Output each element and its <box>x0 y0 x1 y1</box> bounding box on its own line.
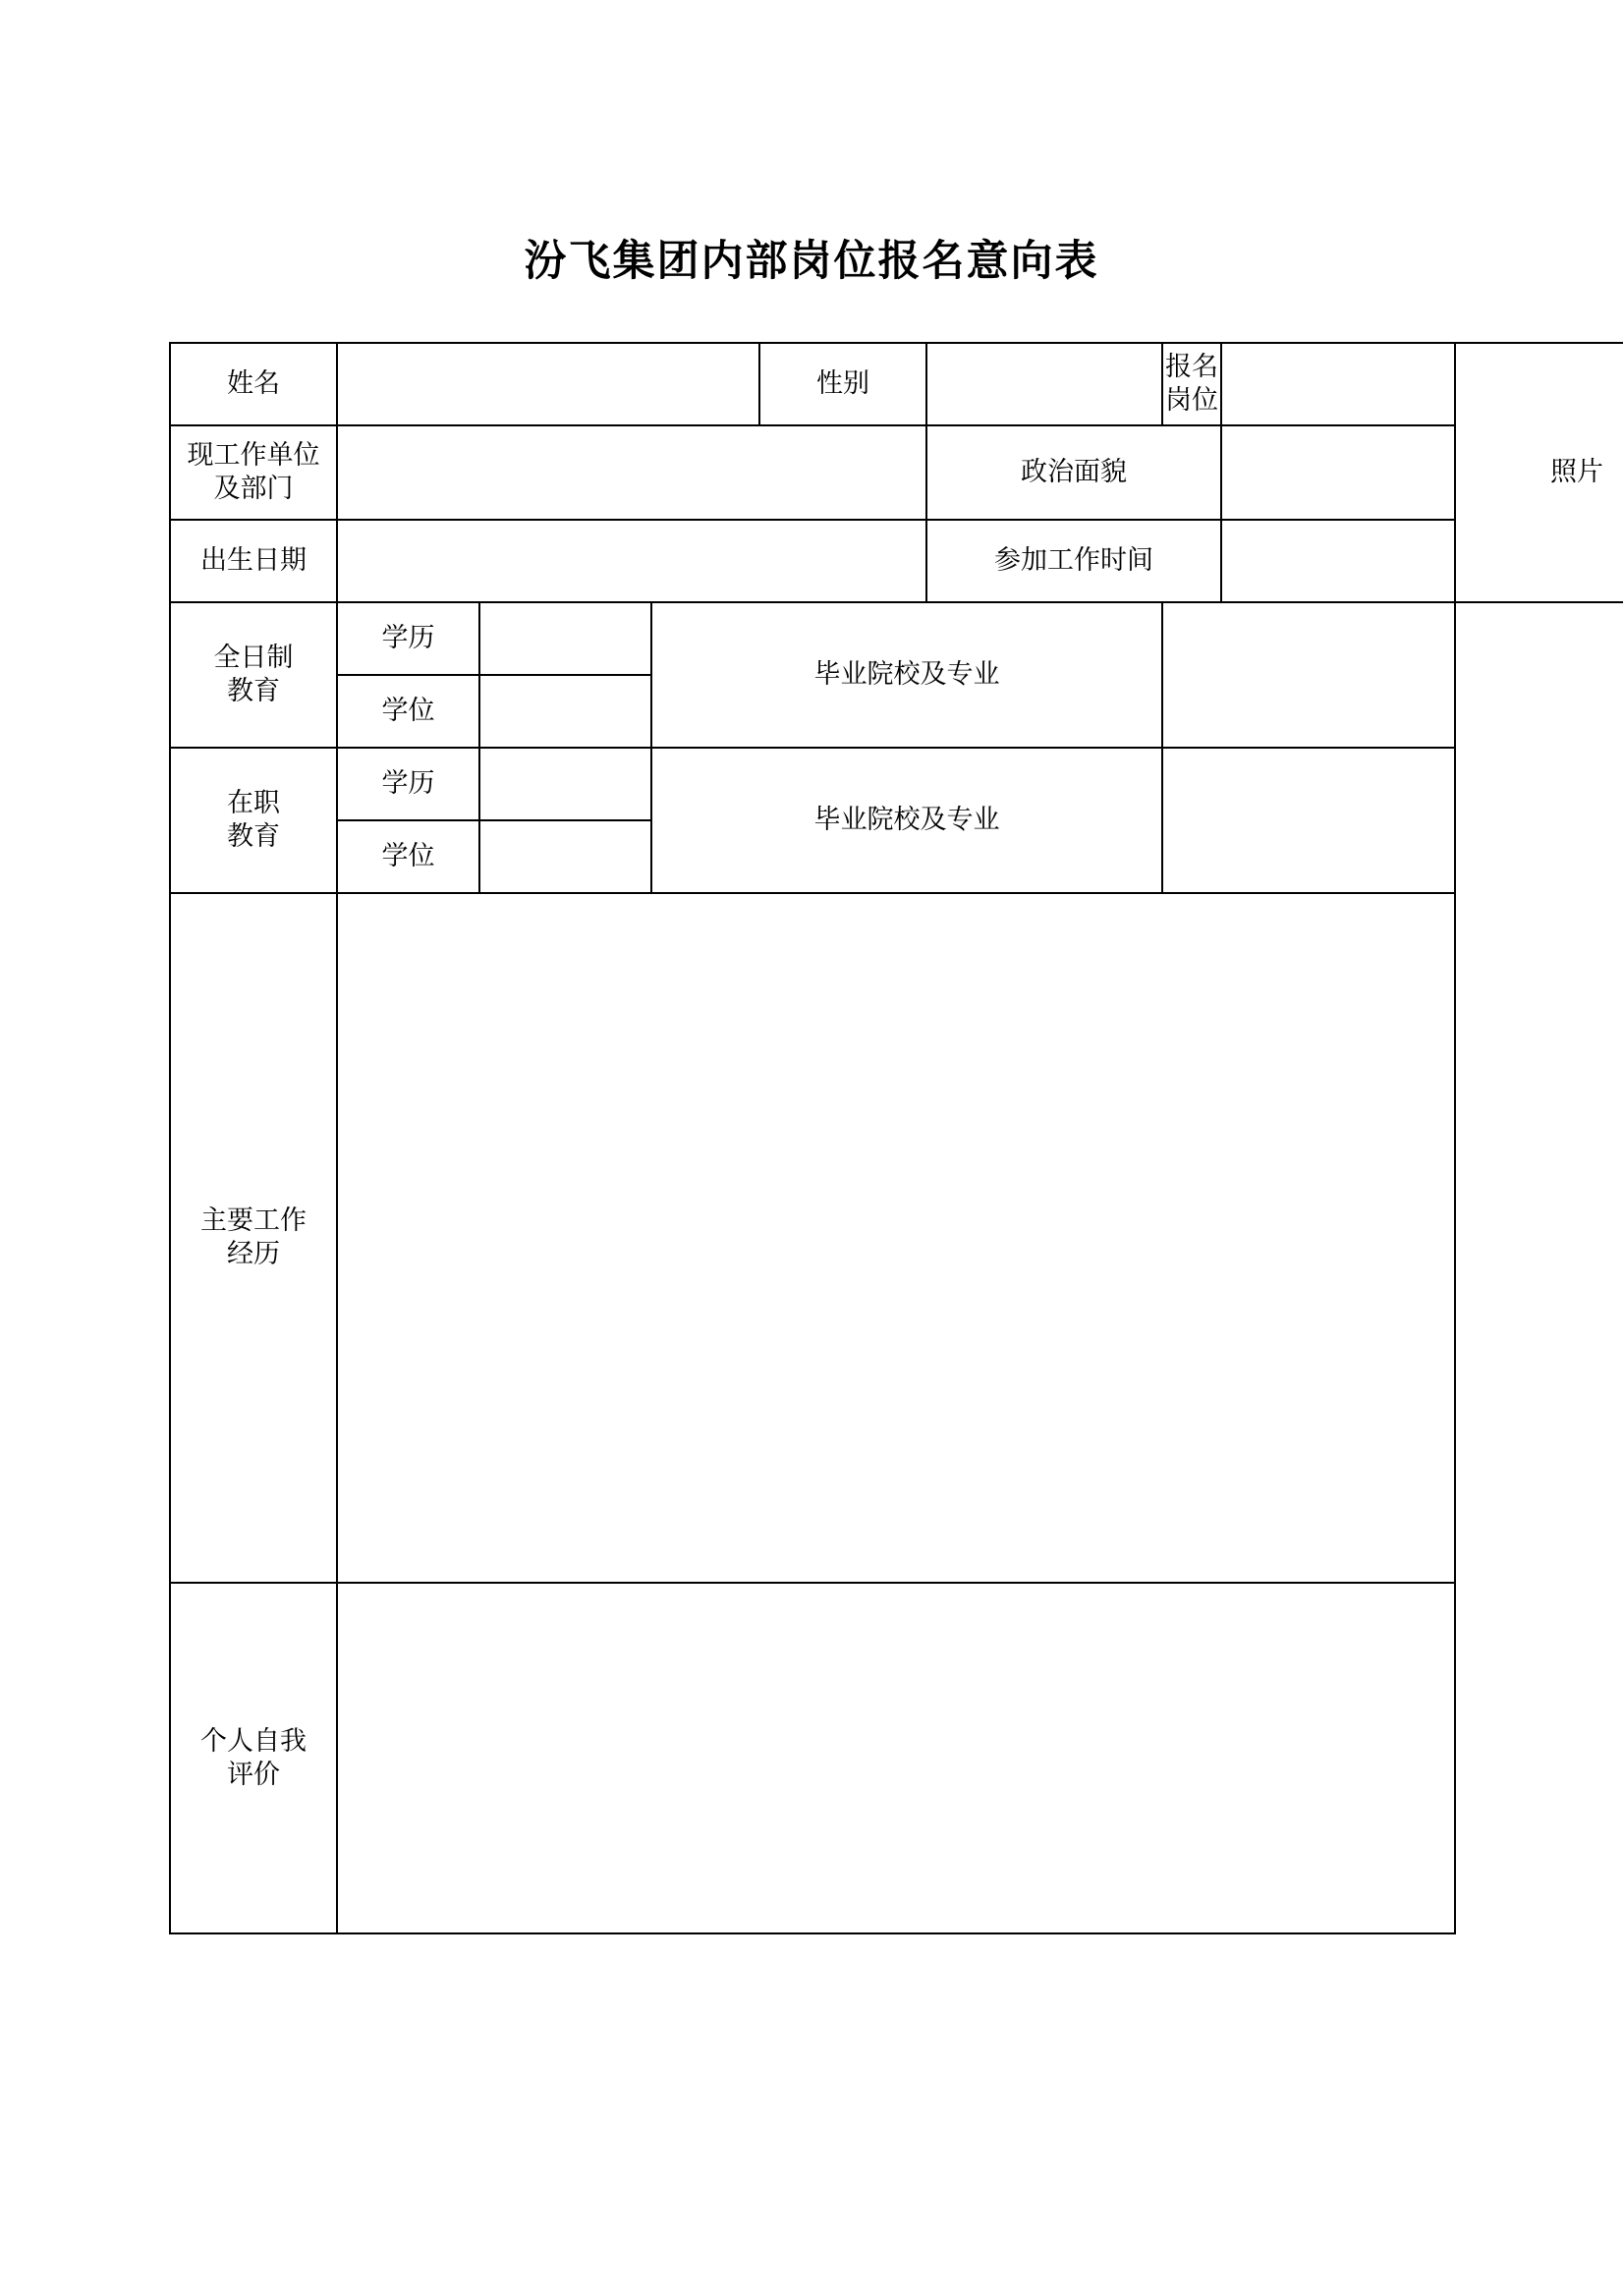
label-onjob-school: 毕业院校及专业 <box>651 748 1162 893</box>
label-onjob-education-line1: 在职 <box>227 788 280 818</box>
field-gender-value[interactable] <box>926 343 1162 425</box>
field-fulltime-degree-value[interactable] <box>479 675 651 748</box>
field-fulltime-school-value[interactable] <box>1162 602 1455 748</box>
table-row <box>170 748 1623 820</box>
field-work-unit-value[interactable] <box>337 425 926 520</box>
label-position-line1: 报名 <box>1165 352 1219 382</box>
label-fulltime-education-line1: 全日制 <box>213 643 294 673</box>
label-name: 姓名 <box>170 343 337 425</box>
field-self-evaluation-value[interactable] <box>337 1583 1455 1933</box>
field-onjob-school-value[interactable] <box>1162 748 1455 893</box>
label-work-unit-line1: 现工作单位 <box>187 440 320 471</box>
label-fulltime-education-line2: 教育 <box>227 676 280 705</box>
label-work-experience-line1: 主要工作 <box>200 1205 307 1236</box>
label-gender: 性别 <box>759 343 926 425</box>
field-position-value[interactable] <box>1221 343 1455 425</box>
table-row <box>170 425 1623 520</box>
field-work-start-time-value[interactable] <box>1221 520 1455 602</box>
field-work-experience-value[interactable] <box>337 893 1455 1583</box>
label-position <box>1162 343 1221 425</box>
label-work-experience-line2: 经历 <box>227 1239 280 1268</box>
field-onjob-degree-value[interactable] <box>479 820 651 893</box>
label-onjob-degree-edu: 学历 <box>337 748 479 820</box>
table-row <box>170 602 1623 675</box>
photo-placeholder[interactable]: 照片 <box>1455 343 1623 602</box>
label-fulltime-degree: 学位 <box>337 675 479 748</box>
label-work-experience <box>170 893 337 1583</box>
label-self-evaluation-line1: 个人自我 <box>200 1725 307 1756</box>
field-onjob-degree-edu-value[interactable] <box>479 748 651 820</box>
field-name-value[interactable] <box>337 343 759 425</box>
label-self-evaluation-line2: 评价 <box>227 1759 280 1789</box>
label-self-evaluation <box>170 1583 337 1933</box>
label-birth-date: 出生日期 <box>170 520 337 602</box>
table-row <box>170 893 1623 1583</box>
label-onjob-education <box>170 748 337 893</box>
label-work-unit-line2: 及部门 <box>213 474 294 503</box>
label-fulltime-degree-edu: 学历 <box>337 602 479 675</box>
field-fulltime-degree-edu-value[interactable] <box>479 602 651 675</box>
label-position-line2: 岗位 <box>1165 385 1219 415</box>
field-birth-date-value[interactable] <box>337 520 926 602</box>
table-row <box>170 1583 1623 1933</box>
label-work-unit <box>170 425 337 520</box>
page-title: 汾飞集团内部岗位报名意向表 <box>524 239 1099 285</box>
label-onjob-education-line2: 教育 <box>227 821 280 851</box>
label-fulltime-school: 毕业院校及专业 <box>651 602 1162 748</box>
label-work-start-time: 参加工作时间 <box>926 520 1221 602</box>
table-row <box>170 343 1623 425</box>
registration-form-table <box>169 342 1623 1934</box>
label-fulltime-education <box>170 602 337 748</box>
table-row <box>170 520 1623 602</box>
label-onjob-degree: 学位 <box>337 820 479 893</box>
field-political-status-value[interactable] <box>1221 425 1455 520</box>
label-political-status: 政治面貌 <box>926 425 1221 520</box>
